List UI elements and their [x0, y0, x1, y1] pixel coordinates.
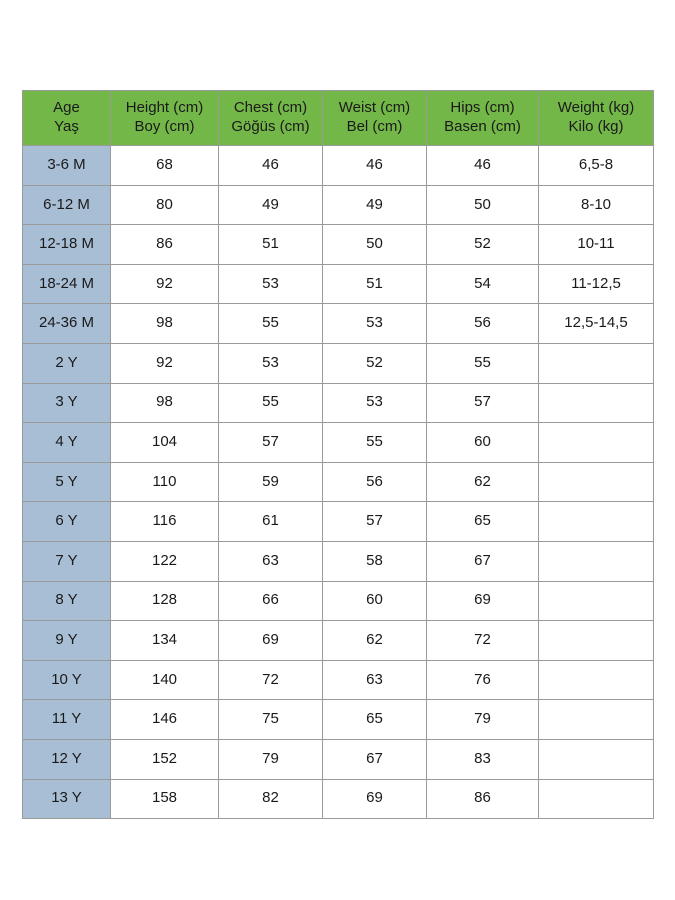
cell-age: 2 Y: [23, 343, 111, 383]
cell-hips: 56: [427, 304, 539, 344]
cell-weist: 69: [323, 779, 427, 819]
column-header-weist: [323, 91, 427, 146]
cell-age: 7 Y: [23, 541, 111, 581]
cell-weist: 49: [323, 185, 427, 225]
cell-hips: 60: [427, 423, 539, 463]
table-row: [23, 621, 654, 661]
cell-height: 146: [111, 700, 219, 740]
cell-weist: 52: [323, 343, 427, 383]
cell-weight: [539, 779, 654, 819]
cell-weight: [539, 383, 654, 423]
cell-height: 86: [111, 225, 219, 265]
cell-weight: [539, 343, 654, 383]
column-header-chest-en: Chest (cm): [233, 99, 308, 117]
cell-hips: 79: [427, 700, 539, 740]
table-row: [23, 383, 654, 423]
cell-weist: 58: [323, 541, 427, 581]
column-header-age-tr: Yaş: [54, 118, 79, 135]
cell-chest: 75: [219, 700, 323, 740]
cell-weight: [539, 423, 654, 463]
cell-age: 13 Y: [23, 779, 111, 819]
cell-weist: 51: [323, 264, 427, 304]
column-header-hips-en: Hips (cm): [450, 99, 515, 117]
cell-age: 9 Y: [23, 621, 111, 661]
column-header-height-en: Height (cm): [125, 99, 204, 117]
table-row: [23, 146, 654, 186]
cell-hips: 52: [427, 225, 539, 265]
cell-weist: 62: [323, 621, 427, 661]
cell-weight: 11-12,5: [539, 264, 654, 304]
cell-weight: [539, 462, 654, 502]
cell-weight: [539, 739, 654, 779]
cell-hips: 72: [427, 621, 539, 661]
cell-chest: 66: [219, 581, 323, 621]
cell-weist: 57: [323, 502, 427, 542]
table-row: [23, 185, 654, 225]
cell-height: 110: [111, 462, 219, 502]
cell-age: 5 Y: [23, 462, 111, 502]
cell-weist: 55: [323, 423, 427, 463]
cell-weist: 56: [323, 462, 427, 502]
cell-weight: 6,5-8: [539, 146, 654, 186]
cell-height: 80: [111, 185, 219, 225]
cell-weight: [539, 541, 654, 581]
cell-height: 92: [111, 343, 219, 383]
table-row: [23, 502, 654, 542]
cell-age: 24-36 M: [23, 304, 111, 344]
cell-hips: 55: [427, 343, 539, 383]
cell-age: 10 Y: [23, 660, 111, 700]
table-row: [23, 423, 654, 463]
cell-height: 140: [111, 660, 219, 700]
table-row: [23, 581, 654, 621]
cell-weight: 8-10: [539, 185, 654, 225]
size-chart-table: [22, 90, 654, 819]
cell-chest: 72: [219, 660, 323, 700]
cell-chest: 55: [219, 304, 323, 344]
cell-chest: 53: [219, 264, 323, 304]
cell-chest: 53: [219, 343, 323, 383]
column-header-age: [23, 91, 111, 146]
cell-age: 4 Y: [23, 423, 111, 463]
cell-hips: 76: [427, 660, 539, 700]
cell-chest: 82: [219, 779, 323, 819]
cell-chest: 57: [219, 423, 323, 463]
cell-hips: 65: [427, 502, 539, 542]
cell-weight: [539, 502, 654, 542]
cell-age: 11 Y: [23, 700, 111, 740]
cell-height: 158: [111, 779, 219, 819]
column-header-chest: [219, 91, 323, 146]
column-header-weist-tr: Bel (cm): [346, 118, 403, 135]
cell-height: 122: [111, 541, 219, 581]
cell-hips: 69: [427, 581, 539, 621]
cell-height: 92: [111, 264, 219, 304]
cell-age: 8 Y: [23, 581, 111, 621]
column-header-age-en: Age: [53, 99, 80, 117]
column-header-hips: [427, 91, 539, 146]
table-body: [23, 146, 654, 819]
cell-height: 128: [111, 581, 219, 621]
table-row: [23, 462, 654, 502]
cell-weist: 65: [323, 700, 427, 740]
cell-age: 12-18 M: [23, 225, 111, 265]
cell-height: 116: [111, 502, 219, 542]
cell-weight: [539, 621, 654, 661]
cell-weist: 67: [323, 739, 427, 779]
cell-weight: [539, 700, 654, 740]
column-header-weight-en: Weight (kg): [557, 99, 635, 117]
cell-age: 6 Y: [23, 502, 111, 542]
table-row: [23, 225, 654, 265]
cell-chest: 51: [219, 225, 323, 265]
column-header-height: [111, 91, 219, 146]
cell-height: 104: [111, 423, 219, 463]
cell-weist: 63: [323, 660, 427, 700]
cell-weist: 50: [323, 225, 427, 265]
cell-height: 152: [111, 739, 219, 779]
cell-weight: [539, 660, 654, 700]
column-header-weight: [539, 91, 654, 146]
cell-hips: 54: [427, 264, 539, 304]
cell-height: 134: [111, 621, 219, 661]
table-row: [23, 304, 654, 344]
cell-age: 3 Y: [23, 383, 111, 423]
table-header: [23, 91, 654, 146]
table-row: [23, 779, 654, 819]
cell-chest: 63: [219, 541, 323, 581]
cell-chest: 49: [219, 185, 323, 225]
cell-age: 18-24 M: [23, 264, 111, 304]
header-row: [23, 91, 654, 146]
cell-chest: 46: [219, 146, 323, 186]
cell-height: 98: [111, 304, 219, 344]
table-row: [23, 343, 654, 383]
cell-weight: 12,5-14,5: [539, 304, 654, 344]
column-header-hips-tr: Basen (cm): [444, 118, 521, 135]
cell-weight: 10-11: [539, 225, 654, 265]
cell-chest: 59: [219, 462, 323, 502]
size-chart-container: [22, 90, 653, 819]
cell-hips: 83: [427, 739, 539, 779]
cell-age: 3-6 M: [23, 146, 111, 186]
cell-hips: 86: [427, 779, 539, 819]
cell-chest: 69: [219, 621, 323, 661]
cell-weist: 60: [323, 581, 427, 621]
cell-hips: 46: [427, 146, 539, 186]
table-row: [23, 739, 654, 779]
column-header-chest-tr: Göğüs (cm): [231, 118, 310, 135]
cell-chest: 79: [219, 739, 323, 779]
cell-hips: 67: [427, 541, 539, 581]
cell-hips: 62: [427, 462, 539, 502]
cell-chest: 55: [219, 383, 323, 423]
column-header-weist-en: Weist (cm): [338, 99, 411, 117]
cell-weight: [539, 581, 654, 621]
table-row: [23, 264, 654, 304]
cell-weist: 53: [323, 383, 427, 423]
cell-height: 98: [111, 383, 219, 423]
table-row: [23, 700, 654, 740]
cell-weist: 46: [323, 146, 427, 186]
table-row: [23, 541, 654, 581]
table-row: [23, 660, 654, 700]
cell-age: 6-12 M: [23, 185, 111, 225]
cell-hips: 57: [427, 383, 539, 423]
column-header-height-tr: Boy (cm): [134, 118, 195, 135]
cell-age: 12 Y: [23, 739, 111, 779]
cell-weist: 53: [323, 304, 427, 344]
cell-hips: 50: [427, 185, 539, 225]
cell-chest: 61: [219, 502, 323, 542]
cell-height: 68: [111, 146, 219, 186]
column-header-weight-tr: Kilo (kg): [568, 118, 624, 135]
